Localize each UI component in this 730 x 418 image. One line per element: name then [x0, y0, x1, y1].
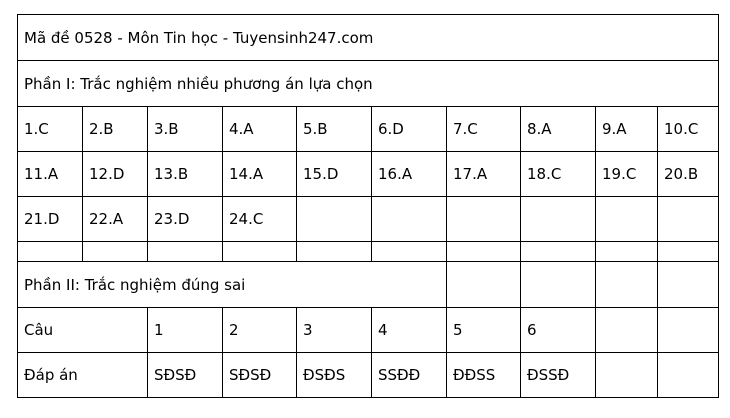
answer-cell: 14.A: [223, 152, 297, 197]
answer-cell: 23.D: [148, 197, 223, 242]
answer-cell: 19.C: [596, 152, 658, 197]
header-row: [18, 15, 719, 61]
answer-cell: 16.A: [372, 152, 447, 197]
empty-cell: [658, 308, 719, 353]
empty-cell: [223, 242, 297, 262]
answer-cell: 2.B: [83, 107, 148, 152]
answer-cell: [521, 197, 596, 242]
answer-cell: [297, 197, 372, 242]
answer-cell: 1.C: [18, 107, 83, 152]
answer-cell: 10.C: [658, 107, 719, 152]
question-row: [18, 308, 719, 353]
empty-cell: [148, 242, 223, 262]
question-number: 4: [372, 308, 447, 353]
answer-cell: 13.B: [148, 152, 223, 197]
empty-cell: [596, 262, 658, 308]
answer-cell: 3.B: [148, 107, 223, 152]
answer-cell: 21.D: [18, 197, 83, 242]
empty-cell: [596, 242, 658, 262]
answer-cell: 7.C: [447, 107, 521, 152]
empty-cell: [372, 242, 447, 262]
answer-value: ĐSSĐ: [521, 353, 596, 398]
part1-title-row: [18, 61, 719, 107]
empty-cell: [447, 262, 521, 308]
empty-cell: [658, 353, 719, 398]
empty-cell: [297, 242, 372, 262]
answer-cell: [372, 197, 447, 242]
answer-row: [18, 353, 719, 398]
empty-cell: [658, 262, 719, 308]
answer-cell: 18.C: [521, 152, 596, 197]
table-row: [18, 107, 719, 152]
answer-cell: 20.B: [658, 152, 719, 197]
answer-cell: 6.D: [372, 107, 447, 152]
question-label: Câu: [18, 308, 148, 353]
answer-cell: 11.A: [18, 152, 83, 197]
answer-cell: 5.B: [297, 107, 372, 152]
answer-value: ĐĐSS: [447, 353, 521, 398]
answer-cell: 4.A: [223, 107, 297, 152]
answer-label: Đáp án: [18, 353, 148, 398]
empty-cell: [521, 242, 596, 262]
question-number: 6: [521, 308, 596, 353]
answer-value: ĐSĐS: [297, 353, 372, 398]
part2-title: Phần II: Trắc nghiệm đúng sai: [18, 262, 447, 308]
answer-cell: 24.C: [223, 197, 297, 242]
answer-cell: [596, 197, 658, 242]
answer-cell: 8.A: [521, 107, 596, 152]
answer-cell: 9.A: [596, 107, 658, 152]
empty-cell: [447, 242, 521, 262]
exam-title: Mã đề 0528 - Môn Tin học - Tuyensinh247.com: [18, 15, 719, 61]
answer-value: SSĐĐ: [372, 353, 447, 398]
part2-title-row: [18, 262, 719, 308]
empty-cell: [596, 308, 658, 353]
table-row: [18, 152, 719, 197]
answer-key-table: [17, 14, 719, 398]
answer-cell: 17.A: [447, 152, 521, 197]
answer-cell: [447, 197, 521, 242]
empty-cell: [18, 242, 83, 262]
question-number: 5: [447, 308, 521, 353]
answer-cell: 15.D: [297, 152, 372, 197]
empty-cell: [521, 262, 596, 308]
part1-title: Phần I: Trắc nghiệm nhiều phương án lựa chọn: [18, 61, 719, 107]
question-number: 3: [297, 308, 372, 353]
empty-cell: [83, 242, 148, 262]
answer-cell: [658, 197, 719, 242]
answer-cell: 22.A: [83, 197, 148, 242]
answer-cell: 12.D: [83, 152, 148, 197]
answer-value: SĐSĐ: [223, 353, 297, 398]
question-number: 2: [223, 308, 297, 353]
empty-cell: [596, 353, 658, 398]
answer-value: SĐSĐ: [148, 353, 223, 398]
table-row: [18, 197, 719, 242]
question-number: 1: [148, 308, 223, 353]
empty-cell: [658, 242, 719, 262]
spacer-row: [18, 242, 719, 262]
